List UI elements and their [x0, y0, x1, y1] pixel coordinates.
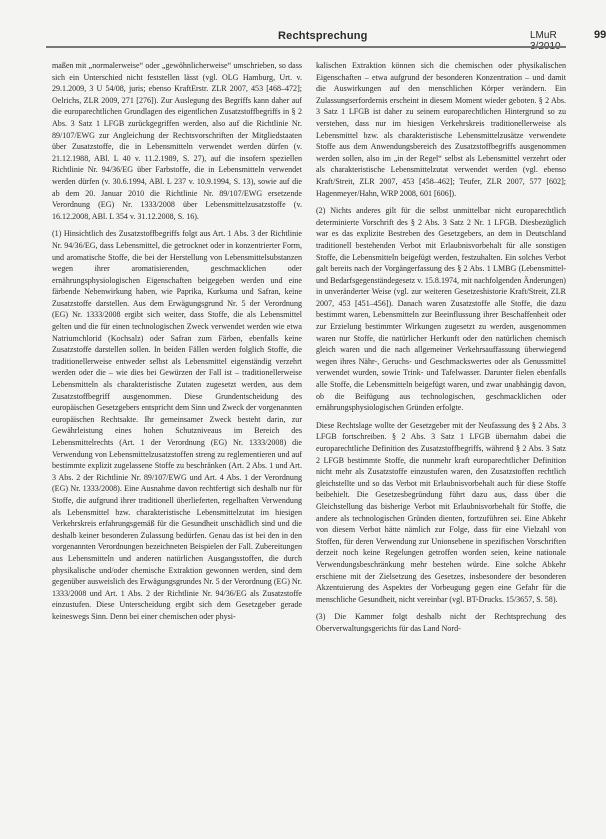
- paragraph: (2) Nichts anderes gilt für die selbst unmittelbar nicht europarechtlich determinierte Vorschrift des § 2 Abs. 3 Satz 2 Nr. 1 LFGB. Diesbezüglich war es das explizite Bestreben des Gesetzgebers, an dem in Deutschland traditionell bestehenden Verbot mit Erlaubnisvorbehalt für alle sonstigen Stoffe, die Lebensmitteln beigefügt werden, festzuhalten. Ein solches Verbot galt bereits nach der Vorgängerfassung des § 2 Abs. 1 LMBG (Lebensmittel- und Bedarfsgegenständegesetz v. 15.8.1974, mit nachfolgenden Änderungen) in unveränderter Weise (vgl. zur weiteren Gesetzeshistorie Kraft/Streit, ZLR 2007, 453 [451–456]). Danach waren Zusatzstoffe alle Stoffe, die dazu bestimmt waren, Lebensmitteln zur Beeinflussung ihrer Beschaffenheit oder zur Erzielung bestimmter Wirkungen zugesetzt zu werden, ausgenommen waren nur Stoffe, die natürlicher Herkunft oder den natürlichen chemisch gleich waren und die nach allgemeiner Verkehrsauffassung überwiegend wegen ihres Nähr-, Geruchs- und Geschmackswertes oder als Genussmittel verwendet wurden, sowie Trink- und Tafelwasser. Darunter fielen ebenfalls alle Stoffe, die Lebensmitteln beigefügt waren, und zwar unabhängig davon, ob die Beifügung aus technologischen, geschmacklichen oder ernährungsphysiologischen Gründen erfolgte.: [316, 206, 566, 413]
- section-title: Rechtsprechung: [278, 30, 368, 42]
- paragraph: Diese Rechtslage wollte der Gesetzgeber mit der Neufassung des § 2 Abs. 3 LFGB fortschreiben. § 2 Abs. 3 Satz 1 LFGB übernahm dabei die europarechtliche Definition des Zusatzstoffbegriffs, während § 2 Abs. 3 Satz 2 LFGB bestimmte Stoffe, die nunmehr kraft europarechtlicher Definition nicht mehr als Zusatzstoffe einzustufen waren, den Zusatzstoffen rechtlich gleichstellte und so das Verbot mit Erlaubnisvorbehalt auch für diese Stoffe beibehielt. Die Gesetzesbegründung führt dazu aus, dass über die Gleichstellung das bisherige Verbot mit Erlaubnisvorbehalt für Stoffe, die andere als technologischen Gründen dienten, fortzuführen sei. Eine Abkehr von diesem Verbot hätte nämlich zur Folge, dass für eine Vielzahl von Stoffen, für deren Verwendung zur Unionsebene in spezifischen Vorschriften derzeit noch keine Regelungen getroffen worden seien, keine nationale Verwendungsbeschränkung mehr bestehen würde. Eine solche Abkehr erschiene mit der Zielsetzung des Gesetzes, insbesondere der besonderen Akzentuierung des Aspektes der Vorbeugung gegen eine Gefahr für die menschliche Gesundheit, nicht vereinbar (vgl. BT-Drucks. 15/3657, S. 58).: [316, 420, 566, 604]
- journal-issue: LMuR: [530, 30, 557, 41]
- left-column: [52, 60, 302, 629]
- header-divider: [46, 46, 566, 48]
- paragraph: kalischen Extraktion können sich die chemischen oder physikalischen Eigenschaften – etwa aufgrund der besonderen Konzentration – und damit die Auswirkungen auf den menschlichen Körper verändern. Ein Zulassungserfordernis erscheint in diesem Moment wieder geboten. § 2 Abs. 3 Satz 1 LFGB ist daher zu seinem europarechtlichen Hintergrund so zu verstehen, dass nur im hiesigen Verkehrskreis traditionellerweise als Lebensmittel bzw. als charakteristische Lebensmittelzusätze verwendete Stoffe aus dem Anwendungsbereich des Zusatzstoffbegriffs ausgenommen werden sollen, also im „in der Regel“ selbst als Lebensmittel verzehrt oder als charakteristische Lebensmittelzutat verwendet werden (vgl. ebenso Kraft/Streit, ZLR 2007, 453 [458–462]; Teufer, ZLR 2007, 577 [602]; Hagenmeyer/Hahn, WRP 2008, 601 [606]).: [316, 61, 566, 198]
- right-column: [316, 60, 566, 641]
- paragraph: maßen mit „normalerweise“ oder „gewöhnlicherweise“ umschrieben, so dass sich ein Unterschied nicht feststellen lässt (vgl. OLG Hamburg, Urt. v. 29.1.2009, 3 U 54/08, juris; ebenso KraftErstr. ZLR 2007, 453 [468–472]; Oelrichs, ZLR 2009, 271 [276]). Zur Auslegung des Begriffs kann daher auf die europarechtlichen Grundlagen des eigentlichen Zusatzstoffbegriffs in § 2 Abs. 3 Satz 1 LFGB zurückgegriffen werden, also auf die Richtlinie Nr. 89/107/EWG zur Angleichung der Rechtsvorschriften der Mitgliedstaaten über Zusatzstoffe, die in Lebensmitteln verwendet werden dürfen (v. 21.12.1988, ABl. L 40 v. 11.2.1989, S. 27), auf die insofern speziellen Richtlinie Nr. 94/36/EG über Farbstoffe, die in Lebensmitteln verwendet werden dürfen (v. 30.6.1994, ABl. L 237 v. 10.9.1994, S. 13), sowie auf die ab dem 20. Januar 2010 die Richtlinie Nr. 89/107/EWG ersetzende Verordnung (EG) Nr. 1333/2008 über Lebensmittelzusatzstoffe (v. 16.12.2008, ABl. L 354 v. 31.12.2008, S. 16).: [52, 61, 302, 221]
- page-number: 99: [594, 29, 606, 41]
- paragraph: (1) Hinsichtlich des Zusatzstoffbegriffs folgt aus Art. 1 Abs. 3 der Richtlinie Nr. 94/36/EG, dass Lebensmittel, die getrocknet oder in konzentrierter Form, und aromatische Stoffe, die bei der Herstellung von Lebensmittelsubstanzen wegen ihrer aromatisierenden, geschmacklichen oder ernährungsphysiologischen Eigenschaften beigegeben werden und eine färbende Nebenwirkung haben, wie Paprika, Kurkuma und Safran, keine Zusatzstoffe darstellen. Aus dem Erwägungsgrund Nr. 5 der Verordnung (EG) Nr. 1333/2008 ergibt sich weiter, dass Stoffe, die als Lebensmittel gelten und die für einen technologischen Zweck verwendet werden wie etwa Natriumchlorid (Kochsalz) oder Safran zum Färben, ebenfalls keine Zusatzstoffe darstellen sollen. In beiden Fällen werden folglich Stoffe, die traditionellerweise entweder selbst als Lebensmittel eigenständig verzehrt werden oder die – wie dies bei Gewürzen der Fall ist – traditionellerweise Lebensmitteln als charakteristische Zutaten zugesetzt werden, aus dem Zusatzstoffbegriff ausgenommen. Diese Grundentscheidung des europäischen Gesetzgebers entspricht dem Sinn und Zweck der vorgenannten europäischen Rechtsakte. Ihr gemeinsamer Zweck besteht darin, zur Gewährleistung eines hohen Schutzniveaus im Bereich des Lebensmittelrechts (Art. 1 der Verordnung (EG) Nr. 1333/2008) die Verwendung von Lebensmittelzusatzstoffen streng zu reglementieren und auf bestimmte explizit zugelassene Stoffe zu beschränken (Art. 2 Abs. 1 und Art. 3 Abs. 2 der Richtlinie Nr. 89/107/EWG und Art. 4 Abs. 1 der Verordnung (EG) Nr. 1333/2008). Eine Ausnahme davon rechtfertigt sich deshalb nur für Stoffe, die aufgrund ihrer traditionell überlieferten, regelhaften Verwendung als Lebensmittel bzw. charakteristische Lebensmittelzutat im hiesigen Verkehrskreis erfahrungsgemäß für die Gesundheit unschädlich sind und die deshalb keiner besonderen Zulassung bedürfen. Genau das ist bei den in den vorgenannten Verordnungen bezeichneten Beispielen der Fall. Zubereitungen aus Lebensmitteln und anderen natürlichen Ausgangsstoffen, die durch physikalische und/oder chemische Extraktion gewonnen werden, sind dem gegenüber ausweislich des Erwägungsgrundes Nr. 5 der Verordnung (EG) Nr. 1333/2008 und Art. 1 Abs. 2 der Richtlinie Nr. 94/36/EG als Zusatzstoffe einzustufen. Diese Unterscheidung ergibt sich dem Gesetzgeber gerade keineswegs Sinn. Denn bei einer chemischen oder physi-: [52, 229, 302, 621]
- page-header: [46, 26, 606, 52]
- paragraph: (3) Die Kammer folgt deshalb nicht der Rechtsprechung des Oberverwaltungsgerichts für das Land Nord-: [316, 612, 566, 633]
